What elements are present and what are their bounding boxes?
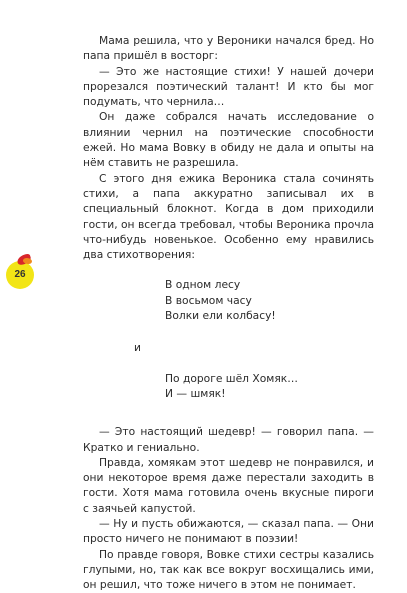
poem-line: В восьмом часу [165,293,252,307]
paragraph: С этого дня ежика Вероника стала сочинять стихи, а папа аккуратно записывал их в специальный блокнот. Когда в дом приходили гости, он всегда требовал, чтобы Вероника прочла что-нибудь новенькое. Особенно ему нравились два стихотворения: [83,171,374,262]
paragraph: Правда, хомякам этот шедевр не понравился, и они некоторое время даже перестали заходить в гости. Хотя мама готовила очень вкусные пироги с заячьей капустой. [83,455,374,515]
poem-connector: и [134,341,141,355]
paragraph: Он даже собрался начать исследование о влиянии чернил на поэтические способности ежей. Но мама Вовку в обиду не дала и опыты на нём ставить не разрешила. [83,110,374,170]
poem-line: По дороге шёл Хомяк… [165,371,298,385]
paragraph: По правде говоря, Вовке стихи сестры казались глупыми, но, так как все вокруг восхищались ими, он решил, что тоже ничего в этом не понимает. [83,547,374,592]
story-text [83,33,374,593]
page-number: 26 [14,269,26,280]
paragraph: — Ну и пусть обижаются, — сказал папа. — Они просто ничего не понимают в поэзии! [83,517,374,546]
paragraph: — Это настоящий шедевр! — говорил папа. — Кратко и гениально. [83,425,374,454]
poem-line: И — шмяк! [165,386,226,400]
poem-line: Волки ели колбасу! [165,309,276,323]
page-number-badge [6,255,38,287]
paragraph: — Это же настоящие стихи! У нашей дочери прорезался поэтический талант! И кто бы мог подумать, что чернила… [83,64,374,109]
poem-second [83,371,374,402]
poem-line: В одном лесу [165,278,241,292]
paragraph: Мама решила, что у Вероники начался бред. Но папа пришёл в восторг: [83,34,374,63]
poem-first [83,277,374,323]
